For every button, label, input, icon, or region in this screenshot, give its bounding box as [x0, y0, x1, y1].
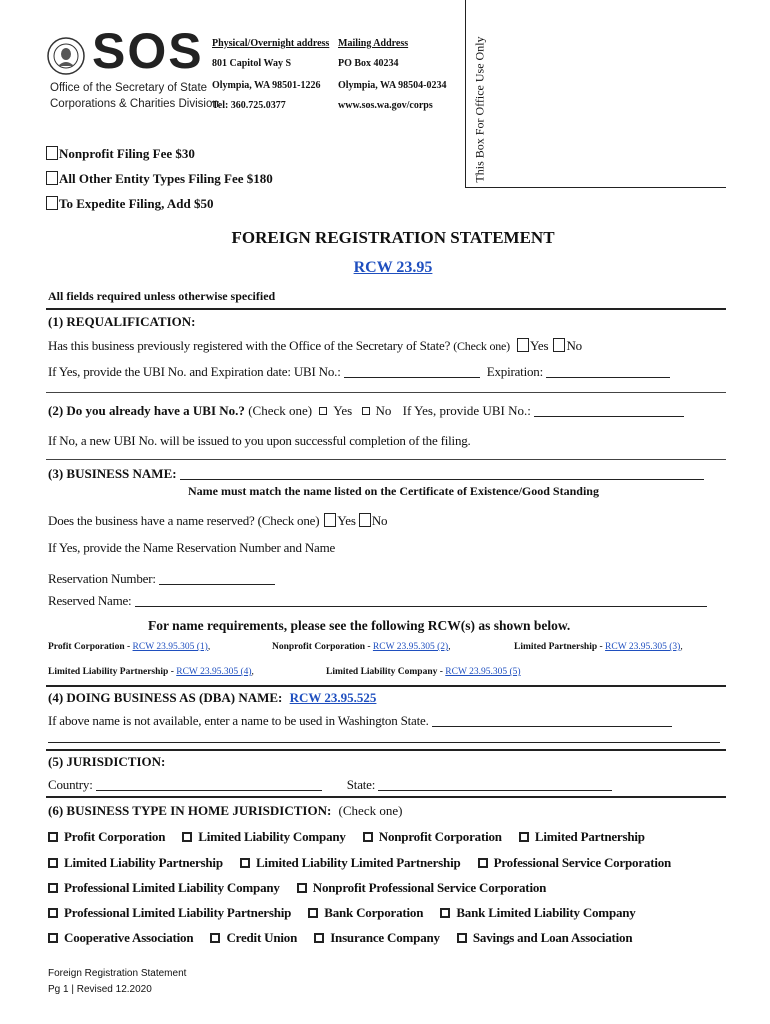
- s3-name-row: (3) BUSINESS NAME:: [48, 466, 704, 482]
- fee-expedite-checkbox[interactable]: [46, 196, 58, 210]
- rcw-link[interactable]: RCW 23.95.305 (4): [176, 667, 252, 677]
- business-type-option[interactable]: Cooperative Association: [48, 930, 193, 945]
- option-checkbox[interactable]: [297, 883, 307, 893]
- s3-no-checkbox[interactable]: [359, 513, 371, 527]
- rcw-link[interactable]: RCW 23.95.305 (3): [605, 642, 681, 652]
- s3-subnote: Name must match the name listed on the Certificate of Existence/Good Standing: [188, 484, 599, 498]
- divider: [46, 392, 726, 393]
- s1-no-checkbox[interactable]: [553, 338, 565, 352]
- option-checkbox[interactable]: [363, 832, 373, 842]
- s5-row: Country: State:: [48, 777, 612, 793]
- business-type-option[interactable]: Savings and Loan Association: [457, 930, 632, 945]
- s3-if-yes: If Yes, provide the Name Reservation Number and Name: [48, 540, 336, 555]
- dba-name-input[interactable]: [432, 714, 672, 727]
- option-checkbox[interactable]: [478, 858, 488, 868]
- s1-heading: (1) REQUALIFICATION:: [48, 314, 196, 329]
- rcw-item: Limited Partnership - RCW 23.95.305 (3),: [514, 642, 683, 652]
- business-type-option[interactable]: Limited Partnership: [519, 829, 645, 844]
- rcw-item: Limited Liability Partnership - RCW 23.95.305 (4),: [48, 667, 254, 677]
- s1-question-row: Has this business previously registered with the Office of the Secretary of State? (Check one) Yes No: [48, 338, 582, 353]
- s6-heading-row: (6) BUSINESS TYPE IN HOME JURISDICTION: (Check one): [48, 803, 403, 818]
- physical-address-label: Physical/Overnight address: [212, 38, 330, 49]
- divider: [46, 308, 726, 310]
- office-name: Office of the Secretary of State: [50, 82, 208, 94]
- s2-no-checkbox[interactable]: [362, 407, 370, 415]
- rcw-link[interactable]: RCW 23.95.305 (5): [445, 667, 521, 677]
- office-use-label: This Box For Office Use Only: [472, 36, 487, 183]
- s2-ubi-input[interactable]: [534, 404, 684, 417]
- option-checkbox[interactable]: [240, 858, 250, 868]
- division-name: Corporations & Charities Division: [50, 98, 219, 110]
- divider: [46, 749, 726, 751]
- business-type-option[interactable]: Bank Corporation: [308, 905, 423, 920]
- s2-if-no: If No, a new UBI No. will be issued to you upon successful completion of the filing.: [48, 433, 471, 448]
- option-checkbox[interactable]: [48, 832, 58, 842]
- business-type-row: [48, 855, 671, 871]
- option-checkbox[interactable]: [210, 933, 220, 943]
- s3-reserved-row: Does the business have a name reserved? (Check one) Yes No: [48, 513, 388, 528]
- s4-heading-row: (4) DOING BUSINESS AS (DBA) NAME: RCW 23.95.525: [48, 690, 377, 705]
- divider: [46, 685, 726, 687]
- s3-req-heading: For name requirements, please see the following RCW(s) as shown below.: [148, 618, 571, 633]
- business-type-option[interactable]: Professional Service Corporation: [478, 855, 672, 870]
- option-checkbox[interactable]: [314, 933, 324, 943]
- rcw-item: Limited Liability Company - RCW 23.95.305 (5): [326, 667, 521, 677]
- dba-rcw-link[interactable]: RCW 23.95.525: [289, 690, 377, 705]
- business-type-option[interactable]: Insurance Company: [314, 930, 440, 945]
- mailing-line1: PO Box 40234: [338, 58, 399, 69]
- s1-expiration-input[interactable]: [546, 365, 670, 378]
- business-name-input[interactable]: [180, 467, 704, 480]
- s1-yes-checkbox[interactable]: [517, 338, 529, 352]
- business-type-option[interactable]: Credit Union: [210, 930, 297, 945]
- country-input[interactable]: [96, 778, 322, 791]
- divider: [46, 459, 726, 460]
- business-type-row: [48, 905, 650, 921]
- s2-yes-checkbox[interactable]: [319, 407, 327, 415]
- state-input[interactable]: [378, 778, 612, 791]
- option-checkbox[interactable]: [440, 908, 450, 918]
- business-type-row: [48, 829, 659, 845]
- business-type-option[interactable]: Profit Corporation: [48, 829, 165, 844]
- option-checkbox[interactable]: [519, 832, 529, 842]
- business-type-option[interactable]: Professional Limited Liability Partnership: [48, 905, 291, 920]
- reservation-number-input[interactable]: [159, 572, 275, 585]
- fee-other[interactable]: All Other Entity Types Filing Fee $180: [46, 171, 273, 187]
- rcw-link[interactable]: RCW 23.95.305 (1): [132, 642, 208, 652]
- business-type-option[interactable]: Bank Limited Liability Company: [440, 905, 635, 920]
- s3-res-number-row: Reservation Number:: [48, 571, 275, 587]
- physical-phone: Tel: 360.725.0377: [212, 100, 286, 111]
- business-type-row: [48, 880, 560, 896]
- mailing-line2: Olympia, WA 98504-0234: [338, 80, 447, 91]
- fee-expedite[interactable]: To Expedite Filing, Add $50: [46, 196, 213, 212]
- divider: [46, 796, 726, 798]
- mailing-website: www.sos.wa.gov/corps: [338, 100, 433, 111]
- rcw-link[interactable]: RCW 23.95.305 (2): [372, 642, 449, 652]
- form-title: FOREIGN REGISTRATION STATEMENT: [231, 228, 555, 247]
- s4-text-row: If above name is not available, enter a name to be used in Washington State.: [48, 713, 672, 729]
- rcw-link[interactable]: RCW 23.95: [353, 259, 433, 276]
- business-type-option[interactable]: Limited Liability Limited Partnership: [240, 855, 461, 870]
- fee-other-checkbox[interactable]: [46, 171, 58, 185]
- state-seal-icon: [46, 36, 86, 76]
- business-type-option[interactable]: Nonprofit Professional Service Corporation: [297, 880, 546, 895]
- option-checkbox[interactable]: [48, 908, 58, 918]
- s3-yes-checkbox[interactable]: [324, 513, 336, 527]
- business-type-option[interactable]: Professional Limited Liability Company: [48, 880, 280, 895]
- option-checkbox[interactable]: [457, 933, 467, 943]
- business-type-option[interactable]: Nonprofit Corporation: [363, 829, 502, 844]
- office-use-box: [465, 0, 726, 188]
- footer-page: Pg 1 | Revised 12.2020: [48, 984, 152, 995]
- s1-ubi-row: If Yes, provide the UBI No. and Expiration date: UBI No.: Expiration:: [48, 364, 670, 380]
- option-checkbox[interactable]: [48, 933, 58, 943]
- reserved-name-input[interactable]: [135, 594, 707, 607]
- required-note: All fields required unless otherwise specified: [48, 289, 276, 303]
- option-checkbox[interactable]: [48, 883, 58, 893]
- option-checkbox[interactable]: [182, 832, 192, 842]
- option-checkbox[interactable]: [308, 908, 318, 918]
- rcw-item: Nonprofit Corporation - RCW 23.95.305 (2),: [272, 642, 451, 652]
- business-type-option[interactable]: Limited Liability Partnership: [48, 855, 223, 870]
- s1-ubi-input[interactable]: [344, 365, 480, 378]
- rcw-item: Profit Corporation - RCW 23.95.305 (1),: [48, 642, 211, 652]
- fee-nonprofit[interactable]: Nonprofit Filing Fee $30: [46, 146, 195, 162]
- footer-title: Foreign Registration Statement: [48, 968, 187, 979]
- business-type-row: [48, 930, 646, 946]
- mailing-address-label: Mailing Address: [338, 38, 409, 49]
- physical-line1: 801 Capitol Way S: [212, 58, 291, 69]
- s3-res-name-row: Reserved Name:: [48, 593, 707, 609]
- option-checkbox[interactable]: [48, 858, 58, 868]
- s5-heading: (5) JURISDICTION:: [48, 754, 166, 769]
- fee-nonprofit-checkbox[interactable]: [46, 146, 58, 160]
- sos-logo: SOS: [92, 23, 204, 79]
- physical-line2: Olympia, WA 98501-1226: [212, 80, 321, 91]
- dba-name-input-line2[interactable]: [48, 742, 720, 743]
- business-type-option[interactable]: Limited Liability Company: [182, 829, 345, 844]
- s2-row: (2) Do you already have a UBI No.? (Check one) Yes No If Yes, provide UBI No.:: [48, 403, 684, 419]
